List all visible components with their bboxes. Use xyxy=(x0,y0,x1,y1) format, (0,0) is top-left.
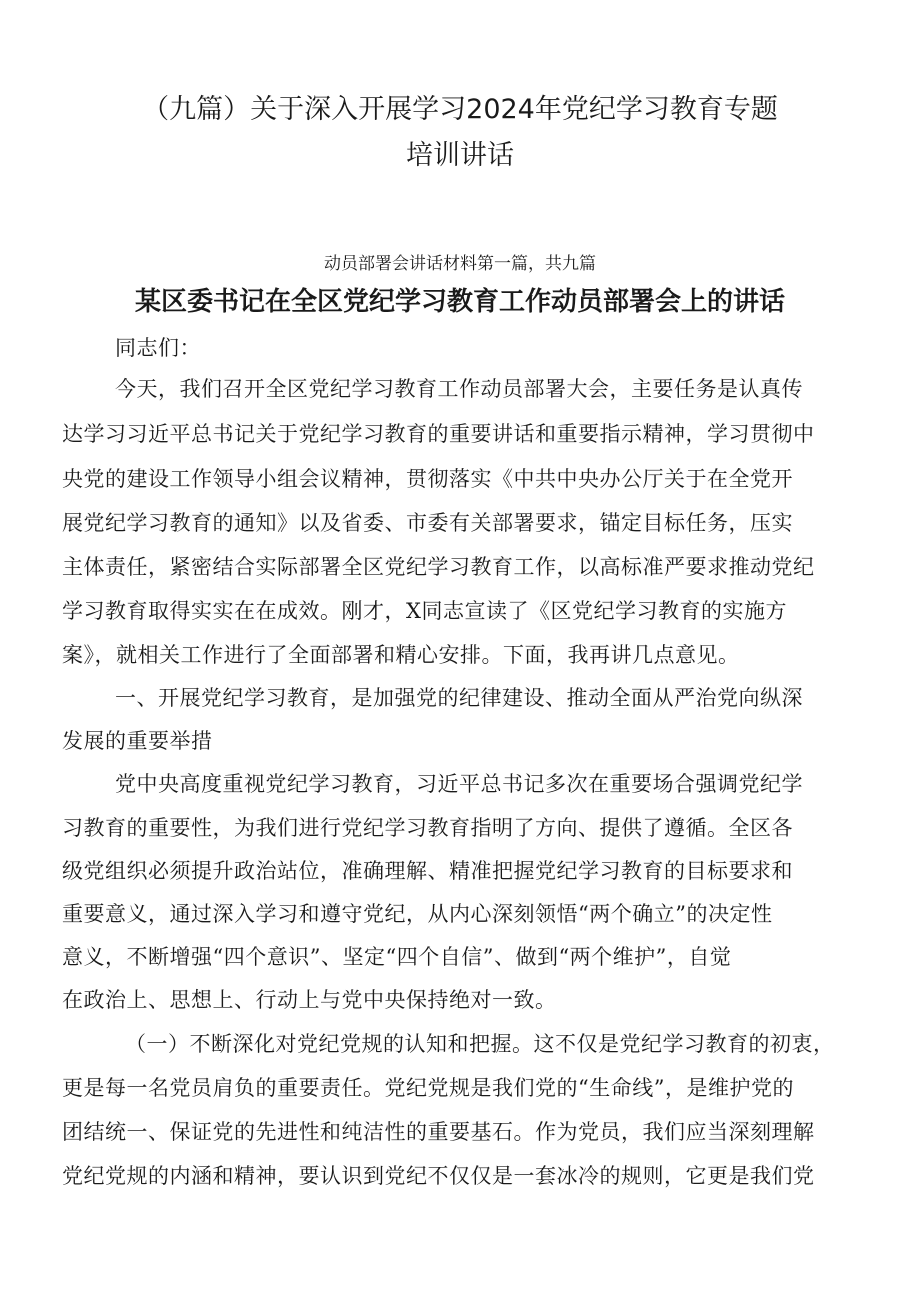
body-text-line: 意义，不断增强“四个意识”、坚定“四个自信”、做到“两个维护”，自觉 xyxy=(62,945,732,969)
body-text-line: 团结统一、保证党的先进性和纯洁性的重要基石。作为党员，我们应当深刻理解 xyxy=(62,1120,815,1144)
section-subheading: 动员部署会讲话材料第一篇，共九篇 xyxy=(324,254,596,274)
speech-title: 某区委书记在全区党纪学习教育工作动员部署会上的讲话 xyxy=(134,287,785,317)
body-text-line: 级党组织必须提升政治站位，准确理解、精准把握党纪学习教育的目标要求和 xyxy=(62,859,793,883)
body-text-line: 今天，我们召开全区党纪学习教育工作动员部署大会，主要任务是认真传 xyxy=(115,377,803,401)
body-text-line: 党纪党规的内涵和精神，要认识到党纪不仅仅是一套冰冷的规则，它更是我们党 xyxy=(62,1164,815,1188)
body-text-line: 达学习习近平总书记关于党纪学习教育的重要讲话和重要指示精神，学习贯彻中 xyxy=(62,422,815,446)
body-text-line: 在政治上、思想上、行动上与党中央保持绝对一致。 xyxy=(62,988,557,1012)
section-heading-line: 发展的重要举措 xyxy=(62,729,213,753)
body-text-line: 主体责任，紧密结合实际部署全区党纪学习教育工作，以高标准严要求推动党纪 xyxy=(62,555,815,579)
document-title-line-2: 培训讲话 xyxy=(406,140,514,171)
body-text-line: 习教育的重要性，为我们进行党纪学习教育指明了方向、提供了遵循。全区各 xyxy=(62,816,793,840)
section-heading-line: 一、开展党纪学习教育，是加强党的纪律建设、推动全面从严治党向纵深 xyxy=(115,686,803,710)
body-text-line: 更是每一名党员肩负的重要责任。党纪党规是我们党的“生命线”，是维护党的 xyxy=(62,1076,794,1100)
subsection-line: （一）不断深化对党纪党规的认知和把握。这不仅是党纪学习教育的初衷， xyxy=(125,1032,835,1056)
body-text-line: 重要意义，通过深入学习和遵守党纪，从内心深刻领悟“两个确立”的决定性 xyxy=(62,902,773,926)
body-text-line: 案》，就相关工作进行了全面部署和精心安排。下面，我再讲几点意见。 xyxy=(62,643,740,667)
document-title-line-1: （九篇）关于深入开展学习2024年党纪学习教育专题 xyxy=(142,94,778,125)
body-text-line: 党中央高度重视党纪学习教育，习近平总书记多次在重要场合强调党纪学 xyxy=(115,772,803,796)
salutation: 同志们： xyxy=(115,336,201,360)
body-text-line: 学习教育取得实实在在成效。刚才，X同志宣读了《区党纪学习教育的实施方 xyxy=(62,599,787,623)
body-text-line: 央党的建设工作领导小组会议精神，贯彻落实《中共中央办公厅关于在全党开 xyxy=(62,467,793,491)
body-text-line: 展党纪学习教育的通知》以及省委、市委有关部署要求，锚定目标任务，压实 xyxy=(62,511,793,535)
